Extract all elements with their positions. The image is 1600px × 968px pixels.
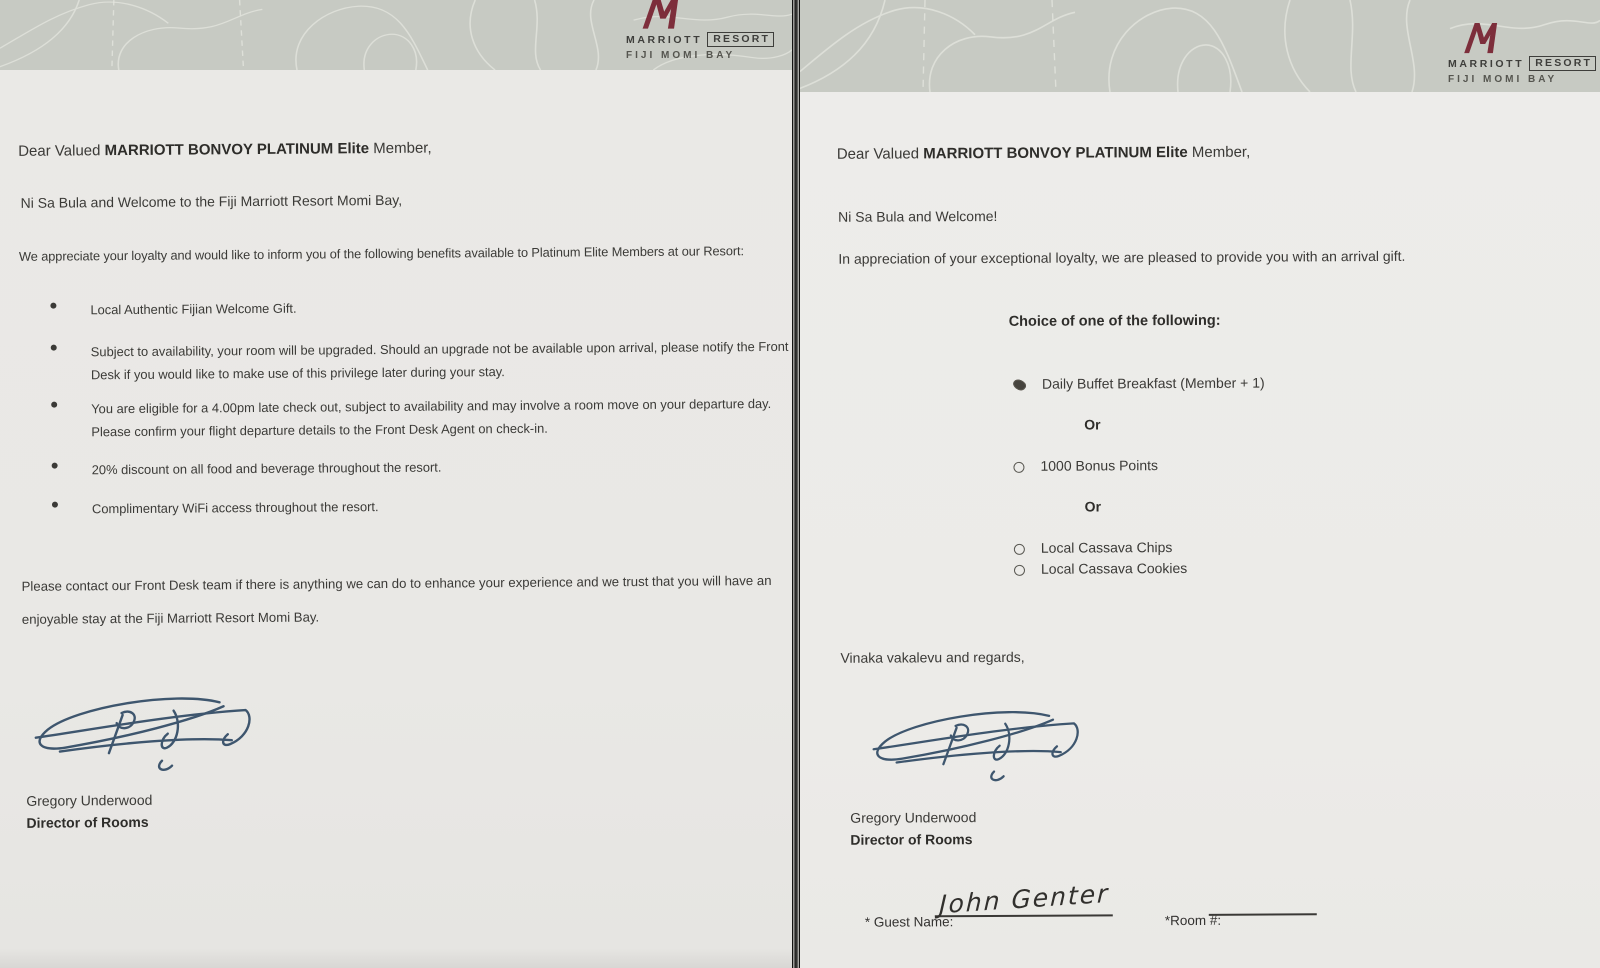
room-number-label: *Room #:: [1164, 912, 1222, 929]
benefit-item: [92, 456, 442, 482]
unchecked-circle-icon: [1014, 544, 1025, 555]
benefit-text: You are eligible for a 4.00pm late check out, subject to availability and may involve a room move on your departure day.: [91, 395, 772, 417]
signer-name: Gregory Underwood: [26, 791, 153, 809]
greeting-suffix: Member,: [1187, 143, 1251, 161]
benefit-text: Subject to availability, your room will be upgraded. Should an upgrade not be available upon arrival, please notify the Front: [90, 338, 789, 360]
greeting-prefix: Dear Valued: [18, 142, 105, 160]
signature-ink: [862, 699, 1084, 784]
gift-option-label: Daily Buffet Breakfast (Member + 1): [1041, 374, 1265, 392]
greeting-line: [18, 140, 432, 160]
bullet-icon: [52, 463, 58, 469]
benefit-text: Local Authentic Fijian Welcome Gift.: [90, 300, 297, 318]
gift-option-label: 1000 Bonus Points: [1040, 457, 1159, 474]
gift-option-label: Local Cassava Chips: [1040, 539, 1173, 556]
signer-name: Gregory Underwood: [850, 809, 977, 826]
benefit-item: [91, 335, 789, 386]
logo-resort-badge: RESORT: [707, 32, 774, 47]
signature-ink: [23, 684, 256, 774]
bullet-icon: [50, 303, 56, 309]
gift-option-selected: [1013, 375, 1265, 392]
logo-location: FIJI MOMI BAY: [626, 50, 736, 61]
benefit-item: [90, 297, 296, 322]
regards-line: Vinaka vakalevu and regards,: [840, 648, 1025, 666]
logo-brand: MARRIOTT: [626, 33, 703, 46]
logo-brand: MARRIOTT: [1448, 57, 1525, 70]
letter-arrival-gift-page: [800, 0, 1600, 968]
greeting-line: [837, 144, 1251, 163]
benefit-text: Please confirm your flight departure details to the Front Desk Agent on check-in.: [91, 420, 548, 440]
guest-name-label: * Guest Name:: [864, 914, 954, 930]
bullet-icon: [52, 502, 58, 508]
intro-paragraph: In appreciation of your exceptional loyalty, we are pleased to provide you with an arrival gift.: [838, 247, 1406, 267]
gift-option: [1014, 560, 1187, 577]
or-separator: Or: [1084, 416, 1101, 433]
closing-text: Please contact our Front Desk team if there is anything we can do to enhance your experience and we trust that you will have an: [21, 572, 772, 594]
closing-text: enjoyable stay at the Fiji Marriott Resort Momi Bay.: [21, 609, 320, 627]
unchecked-circle-icon: [1013, 462, 1024, 473]
greeting-membership-tier: MARRIOTT BONVOY PLATINUM Elite: [104, 140, 370, 160]
bullet-icon: [51, 402, 57, 408]
gift-option-label: Local Cassava Cookies: [1040, 559, 1188, 577]
checked-circle-icon: [1011, 377, 1027, 393]
signer-title: Director of Rooms: [850, 831, 973, 848]
benefit-text: Complimentary WiFi access throughout the resort.: [91, 499, 379, 517]
closing-paragraph: [22, 568, 772, 633]
guest-name-field: [935, 870, 1113, 920]
room-number-field: [1209, 875, 1317, 916]
gift-option: [1013, 457, 1158, 474]
logo-resort-badge: RESORT: [1529, 56, 1596, 71]
guest-name-handwriting: John Genter: [938, 878, 1110, 920]
greeting-prefix: Dear Valued: [836, 145, 924, 163]
welcome-line: Ni Sa Bula and Welcome to the Fiji Marriott Resort Momi Bay,: [20, 191, 403, 211]
greeting-suffix: Member,: [369, 139, 432, 158]
benefit-item: [91, 392, 771, 443]
welcome-line: Ni Sa Bula and Welcome!: [838, 207, 998, 225]
choice-heading: Choice of one of the following:: [1008, 312, 1221, 330]
intro-paragraph: We appreciate your loyalty and would like to inform you of the following benefits available to Platinum Elite Members at our Resort:: [18, 243, 744, 264]
unchecked-circle-icon: [1014, 565, 1025, 576]
letter-benefits-page: [0, 0, 792, 968]
gift-option: [1014, 539, 1173, 556]
or-separator: Or: [1084, 498, 1102, 515]
greeting-membership-tier: MARRIOTT BONVOY PLATINUM Elite: [923, 143, 1188, 163]
page-gap-divider: [793, 0, 799, 968]
signer-title: Director of Rooms: [26, 813, 149, 831]
logo-location: FIJI MOMI BAY: [1448, 74, 1558, 85]
benefit-text: 20% discount on all food and beverage throughout the resort.: [91, 459, 442, 478]
benefit-item: [92, 495, 379, 520]
letter-body: [800, 0, 1600, 968]
benefit-text: Desk if you would like to make use of this privilege later during your stay.: [90, 364, 505, 383]
letter-body: [0, 0, 792, 968]
bullet-icon: [51, 345, 57, 351]
